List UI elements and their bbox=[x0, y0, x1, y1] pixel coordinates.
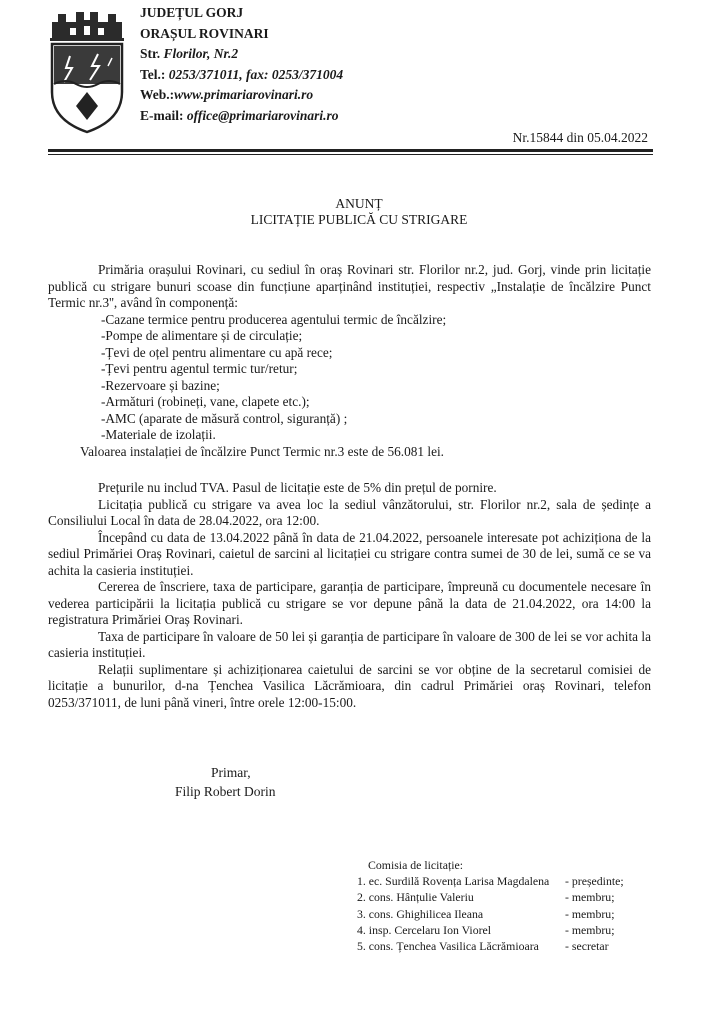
auction-location-paragraph: Licitația publică cu strigare va avea loc la sediul vânzătorului, str. Florilor nr.2, sala de ședințe a Consiliului Local în data de 28.04.2022, ora 12:00. bbox=[48, 496, 651, 528]
title-line-1: ANUNȚ bbox=[335, 196, 383, 211]
commission-member bbox=[357, 906, 624, 922]
registration-paragraph: Cererea de înscriere, taxa de participare, garanția de participare, împreună cu documentele necesare în vederea participării la licitația publică cu strigare se vor depune până la data de 21.04.2022, ora 14:00 la registratura Primăriei Oraș Rovinari. bbox=[48, 579, 651, 627]
list-item: -Rezervoare și bazine; bbox=[101, 377, 220, 393]
member-name: 3. cons. Ghighilicea Ileana bbox=[357, 906, 484, 921]
signature-title: Primar, bbox=[211, 765, 251, 780]
street-value: Florilor, Nr.2 bbox=[163, 46, 239, 61]
member-role: - președinte; bbox=[565, 874, 624, 889]
web-link[interactable]: www.primariarovinari.ro bbox=[174, 87, 314, 102]
components-list bbox=[48, 312, 651, 444]
address-line bbox=[140, 44, 343, 65]
member-name: 2. cons. Hânțulie Valeriu bbox=[357, 890, 474, 905]
value-paragraph: Valoarea instalației de încălzire Punct Termic nr.3 este de 56.081 lei. bbox=[80, 443, 444, 459]
fees-paragraph: Taxa de participare în valoare de 50 lei și garanția de participare în valoare de 300 de lei se vor achita la casieria instituției. bbox=[48, 628, 651, 660]
email-link[interactable]: office@primariarovinari.ro bbox=[186, 107, 339, 123]
price-paragraph: Prețurile nu includ TVA. Pasul de licitație este de 5% din prețul de pornire. bbox=[98, 480, 497, 495]
registration-number: Nr.15844 din 05.04.2022 bbox=[512, 130, 648, 145]
title-line-2: LICITAȚIE PUBLICĂ CU STRIGARE bbox=[250, 212, 468, 227]
member-name: 1. ec. Surdilă Rovența Larisa Magdalena bbox=[357, 874, 550, 889]
phone-value: 0253/371011, fax: 0253/371004 bbox=[168, 66, 344, 82]
list-item: -Armături (robineți, vane, clapete etc.); bbox=[101, 394, 310, 409]
coat-of-arms-logo bbox=[46, 8, 128, 134]
announcement-title bbox=[0, 196, 718, 228]
list-item: -AMC (aparate de măsură control, siguranță) ; bbox=[101, 410, 348, 426]
commission-member bbox=[357, 938, 624, 954]
list-item: -Materiale de izolații. bbox=[101, 427, 216, 442]
phone-label: Tel.: bbox=[140, 66, 169, 82]
list-item: -Țevi pentru agentul termic tur/retur; bbox=[101, 361, 298, 376]
web-line bbox=[140, 85, 343, 106]
member-role: - membru; bbox=[565, 890, 615, 905]
member-role: - membru; bbox=[565, 922, 615, 937]
commission-heading: Comisia de licitație: bbox=[368, 858, 464, 872]
phone-line bbox=[140, 65, 343, 86]
list-item: -Pompe de alimentare și de circulație; bbox=[101, 328, 303, 343]
email-label: E-mail: bbox=[140, 107, 187, 123]
list-item: -Țevi de oțel pentru alimentare cu apă rece; bbox=[101, 344, 333, 360]
county-name: JUDEȚUL GORJ bbox=[140, 5, 244, 20]
commission-member bbox=[357, 873, 624, 889]
intro-paragraph: Primăria orașului Rovinari, cu sediul în oraș Rovinari str. Florilor nr.2, jud. Gorj, vinde prin licitație publică cu strigare bunuri scoase din funcțiune aparținând instituției, respectiv „Instalație de încălzire Punct Termic nr.3'', având în componență: bbox=[48, 262, 651, 310]
member-role: - membru; bbox=[565, 906, 615, 921]
street-label: Str. bbox=[140, 46, 164, 61]
list-item: -Cazane termice pentru producerea agentului termic de încălzire; bbox=[101, 311, 447, 327]
town-name: ORAȘUL ROVINARI bbox=[140, 25, 269, 41]
email-line bbox=[140, 106, 343, 127]
letterhead bbox=[140, 3, 343, 126]
signature-name: Filip Robert Dorin bbox=[175, 783, 276, 799]
member-role: - secretar bbox=[565, 939, 609, 954]
auction-commission bbox=[357, 857, 624, 954]
commission-member bbox=[357, 922, 624, 938]
header-divider-thick bbox=[48, 149, 653, 152]
header-divider-thin bbox=[48, 154, 653, 155]
contact-paragraph: Relații suplimentare și achiziționarea caietului de sarcini se vor obține de la secretarul comisiei de licitație a bunurilor, d-na Țenchea Vasilica Lăcrămioara, din cadrul Primăriei oraș Rovinari, telefon 0253/371011, de luni până vineri, între orele 12:00-15:00. bbox=[48, 661, 651, 710]
announcement-body bbox=[48, 262, 651, 711]
web-label: Web.: bbox=[140, 87, 175, 102]
member-name: 5. cons. Țenchea Vasilica Lăcrămioara bbox=[357, 939, 539, 954]
specifications-paragraph: Începând cu data de 13.04.2022 până în data de 21.04.2022, persoanele interesate pot achiziționa de la sediul Primăriei Oraș Rovinari, caietul de sarcini al licitației cu strigare contra sumei de 30 de lei, sumă ce se va achita la casieria instituției. bbox=[48, 529, 651, 578]
commission-member bbox=[357, 889, 624, 905]
member-name: 4. insp. Cercelaru Ion Viorel bbox=[357, 922, 492, 937]
mayor-signature bbox=[175, 764, 276, 801]
